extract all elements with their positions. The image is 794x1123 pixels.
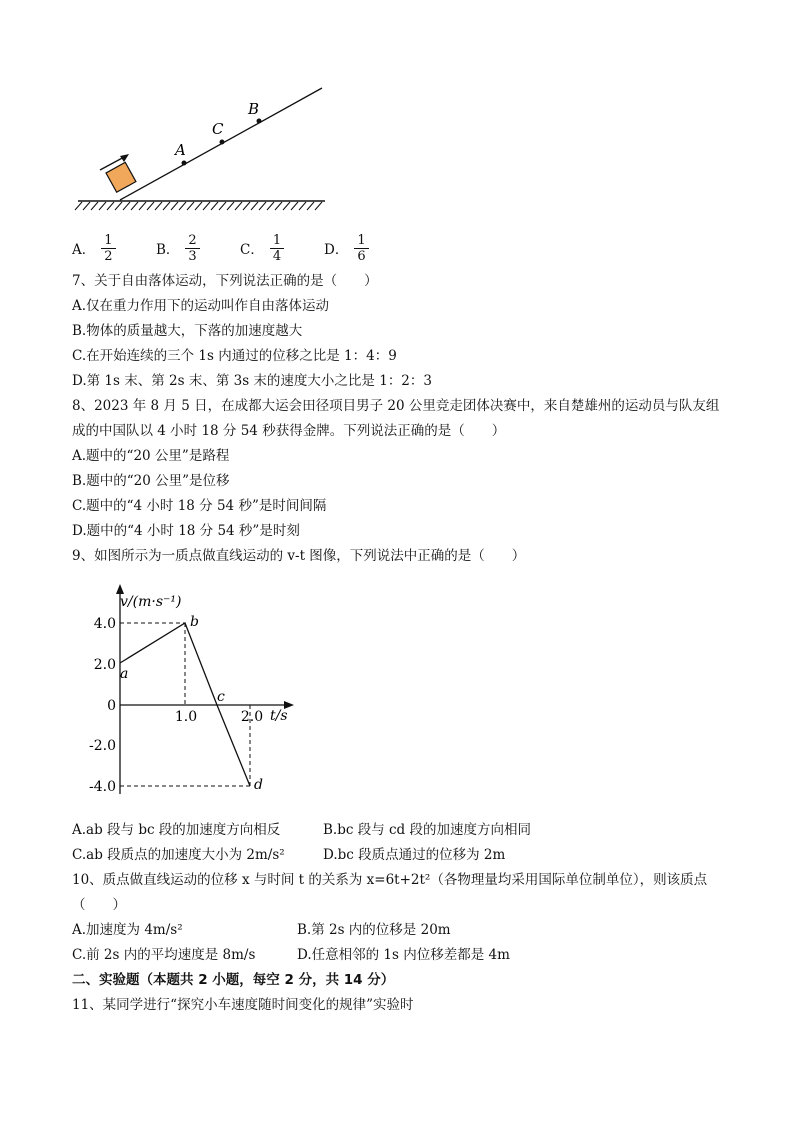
block bbox=[106, 162, 136, 192]
q10-stem-line2: （ ） bbox=[72, 897, 126, 913]
x-tick-1: 1.0 bbox=[174, 709, 198, 725]
numerator: 1 bbox=[354, 233, 368, 249]
point-b-label: B bbox=[248, 100, 260, 118]
denominator: 4 bbox=[272, 248, 282, 264]
q9-option-a: A.ab 段与 bc 段的加速度方向相反 bbox=[72, 822, 281, 838]
q8-stem-line2: 成的中国队以 4 小时 18 分 54 秒获得金牌。下列说法正确的是（ ） bbox=[72, 423, 506, 439]
vt-graph bbox=[70, 582, 310, 802]
q6-option-a bbox=[72, 228, 116, 268]
ground-hatching bbox=[75, 201, 325, 210]
y-tick-neg4: -4.0 bbox=[89, 779, 116, 795]
q8-option-c: C.题中的“4 小时 18 分 54 秒”是时间间隔 bbox=[72, 498, 327, 514]
numerator: 1 bbox=[270, 233, 284, 249]
numerator: 2 bbox=[185, 233, 199, 249]
q7-option-c: C.在开始连续的三个 1s 内通过的位移之比是 1：4：9 bbox=[72, 348, 397, 364]
option-letter: B． bbox=[156, 242, 180, 258]
q8-option-b: B.题中的“20 公里”是位移 bbox=[72, 473, 230, 489]
q9-option-c: C.ab 段质点的加速度大小为 2m/s² bbox=[72, 847, 285, 863]
q10-option-a: A.加速度为 4m/s² bbox=[72, 922, 183, 938]
fraction bbox=[354, 233, 368, 264]
point-label-a: a bbox=[120, 666, 129, 682]
point-label-d: d bbox=[254, 777, 263, 793]
q10-stem-line1: 10、质点做直线运动的位移 x 与时间 t 的关系为 x=6t+2t²（各物理量均采用国际单位制单位），则该质点 bbox=[72, 872, 708, 888]
point-label-c: c bbox=[217, 689, 225, 705]
point-label-b: b bbox=[190, 614, 199, 630]
q7-option-b: B.物体的质量越大，下落的加速度越大 bbox=[72, 323, 303, 339]
q7-option-d: D.第 1s 末、第 2s 末、第 3s 末的速度大小之比是 1：2：3 bbox=[72, 373, 432, 389]
option-letter: D． bbox=[324, 242, 349, 258]
y-tick-4: 4.0 bbox=[93, 616, 116, 632]
denominator: 2 bbox=[104, 248, 113, 264]
point-b-dot bbox=[257, 119, 262, 124]
point-c-label: C bbox=[212, 120, 224, 138]
y-tick-2: 2.0 bbox=[93, 657, 116, 673]
point-a-label: A bbox=[175, 141, 186, 159]
fraction bbox=[101, 233, 115, 264]
q8-stem-line1: 8、2023 年 8 月 5 日，在成都大运会田径项目男子 20 公里竞走团体决赛中，来自楚雄州的运动员与队友组 bbox=[72, 398, 720, 414]
q9-option-b: B.bc 段与 cd 段的加速度方向相同 bbox=[323, 822, 531, 838]
q10-option-d: D.任意相邻的 1s 内位移差都是 4m bbox=[297, 947, 510, 963]
q10-option-b: B.第 2s 内的位移是 20m bbox=[297, 922, 451, 938]
section-title: 二、实验题（本题共 2 小题，每空 2 分，共 14 分） bbox=[72, 972, 395, 988]
denominator: 3 bbox=[188, 248, 197, 264]
q8-option-d: D.题中的“4 小时 18 分 54 秒”是时刻 bbox=[72, 523, 300, 539]
y-axis-arrow bbox=[116, 584, 124, 594]
point-c-dot bbox=[220, 140, 225, 145]
q8-option-a: A.题中的“20 公里”是路程 bbox=[72, 448, 230, 464]
q9-option-d: D.bc 段质点通过的位移为 2m bbox=[323, 847, 506, 863]
q6-option-c bbox=[240, 228, 284, 268]
option-letter: C． bbox=[240, 242, 264, 258]
q6-option-b bbox=[156, 228, 200, 268]
q7-stem: 7、关于自由落体运动，下列说法正确的是（ ） bbox=[72, 273, 378, 289]
y-axis-label: v/(m·s⁻¹) bbox=[120, 594, 182, 610]
numerator: 1 bbox=[101, 233, 115, 249]
incline-figure bbox=[70, 80, 340, 215]
denominator: 6 bbox=[357, 248, 366, 264]
y-tick-0: 0 bbox=[107, 698, 116, 714]
point-a-dot bbox=[182, 161, 187, 166]
q10-option-c: C.前 2s 内的平均速度是 8m/s bbox=[72, 947, 256, 963]
q11-stem: 11、某同学进行“探究小车速度随时间变化的规律”实验时 bbox=[72, 997, 414, 1013]
option-letter: A． bbox=[72, 242, 96, 258]
fraction bbox=[270, 233, 284, 264]
q6-option-d bbox=[324, 228, 369, 268]
q7-option-a: A.仅在重力作用下的运动叫作自由落体运动 bbox=[72, 298, 330, 314]
fraction bbox=[185, 233, 199, 264]
x-tick-2: 2.0 bbox=[240, 709, 264, 725]
y-tick-neg2: -2.0 bbox=[89, 738, 116, 754]
x-axis-label: t/s bbox=[270, 708, 288, 724]
q9-stem: 9、如图所示为一质点做直线运动的 v-t 图像，下列说法中正确的是（ ） bbox=[72, 548, 526, 564]
